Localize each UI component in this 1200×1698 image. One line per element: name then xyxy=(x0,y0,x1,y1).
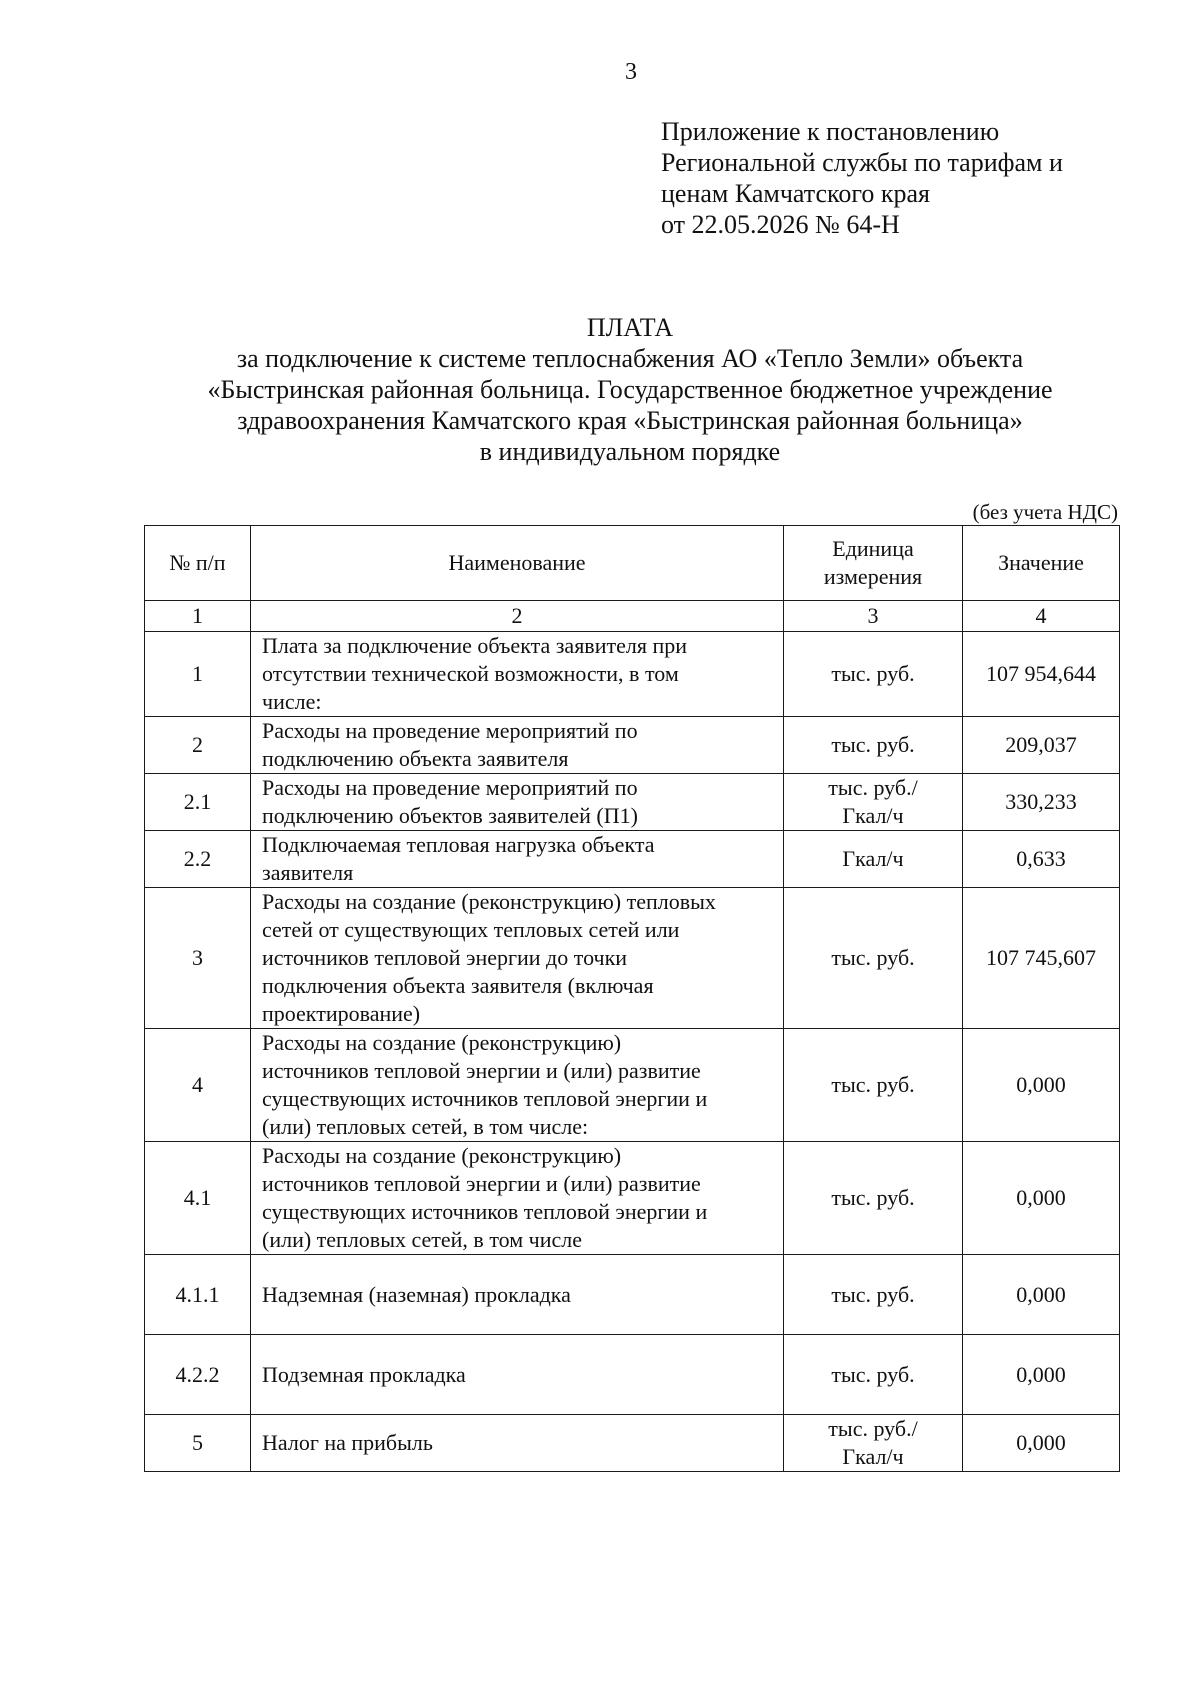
row-value: 107 745,607 xyxy=(963,888,1120,1029)
header-name: Наименование xyxy=(251,526,784,601)
row-value: 209,037 xyxy=(963,717,1120,774)
appendix-line: от 22.05.2026 № 64-Н xyxy=(661,210,900,239)
row-value: 0,000 xyxy=(963,1255,1120,1335)
row-unit xyxy=(784,1142,963,1255)
row-unit xyxy=(784,888,963,1029)
row-unit-line: тыс. руб. xyxy=(831,1361,915,1387)
row-number: 4.2.2 xyxy=(145,1335,251,1415)
page-number: 3 xyxy=(625,59,637,85)
row-value: 330,233 xyxy=(963,774,1120,831)
row-name xyxy=(251,1415,784,1472)
table-row xyxy=(145,1415,1120,1472)
tax-note: (без учета НДС) xyxy=(972,500,1118,524)
appendix-line: Региональной службы по тарифам и xyxy=(661,148,1063,177)
row-number: 1 xyxy=(145,632,251,717)
row-number: 2 xyxy=(145,717,251,774)
row-value: 0,000 xyxy=(963,1415,1120,1472)
row-name-line: подключения объекта заявителя (включая xyxy=(262,973,654,998)
table-row xyxy=(145,1142,1120,1255)
header-num: № п/п xyxy=(145,526,251,601)
row-name-line: отсутствии технической возможности, в том xyxy=(262,661,679,686)
row-unit-line: тыс. руб. xyxy=(831,732,915,757)
row-value: 107 954,644 xyxy=(963,632,1120,717)
title-heading: ПЛАТА xyxy=(586,313,674,342)
row-name-line: (или) тепловых сетей, в том числе: xyxy=(262,1114,589,1139)
appendix-line: Приложение к постановлению xyxy=(661,117,1000,146)
row-name-line: Налог на прибыль xyxy=(262,1430,433,1455)
table-row xyxy=(145,774,1120,831)
row-name-line: подключению объектов заявителей (П1) xyxy=(262,803,638,828)
row-number: 3 xyxy=(145,888,251,1029)
row-unit xyxy=(784,1335,963,1415)
row-name-line: Подземная прокладка xyxy=(262,1361,466,1387)
row-unit-line: тыс. руб. xyxy=(831,661,915,686)
table-row xyxy=(145,632,1120,717)
row-number: 4.1 xyxy=(145,1142,251,1255)
row-name-line: сетей от существующих тепловых сетей или xyxy=(262,917,680,942)
row-name-line: существующих источников тепловой энергии и xyxy=(262,1086,708,1111)
row-value: 0,000 xyxy=(963,1142,1120,1255)
header-unit xyxy=(784,526,963,601)
row-number: 5 xyxy=(145,1415,251,1472)
table-row xyxy=(145,1335,1120,1415)
row-name-line: Расходы на проведение мероприятий по xyxy=(262,775,638,800)
row-name xyxy=(251,1029,784,1142)
row-name xyxy=(251,831,784,888)
row-number: 4.1.1 xyxy=(145,1255,251,1335)
row-name xyxy=(251,1255,784,1335)
fee-table xyxy=(144,525,1120,1472)
row-name-line: числе: xyxy=(262,689,322,714)
row-unit xyxy=(784,831,963,888)
row-unit-line: тыс. руб. xyxy=(831,945,915,970)
row-name-line: проектирование) xyxy=(262,1001,421,1026)
row-name-line: источников тепловой энергии и (или) развитие xyxy=(262,1171,701,1196)
row-unit-line: тыс. руб./ xyxy=(828,1416,918,1441)
title-line: в индивидуальном порядке xyxy=(479,437,781,466)
row-value: 0,633 xyxy=(963,831,1120,888)
row-number: 2.1 xyxy=(145,774,251,831)
title-line: «Быстринская районная больница. Государственное бюджетное учреждение xyxy=(207,375,1053,404)
table-row xyxy=(145,1255,1120,1335)
header-unit-line: измерения xyxy=(823,564,923,589)
row-name-line: существующих источников тепловой энергии и xyxy=(262,1199,708,1224)
table-row xyxy=(145,1029,1120,1142)
table-row xyxy=(145,717,1120,774)
row-name-line: Расходы на создание (реконструкцию) xyxy=(262,1143,622,1168)
row-value: 0,000 xyxy=(963,1335,1120,1415)
row-unit xyxy=(784,774,963,831)
row-number: 2.2 xyxy=(145,831,251,888)
row-name xyxy=(251,888,784,1029)
header-unit-line: Единица xyxy=(832,536,914,561)
row-value: 0,000 xyxy=(963,1029,1120,1142)
appendix-note xyxy=(661,116,1063,240)
row-unit xyxy=(784,1029,963,1142)
title-line: здравоохранения Камчатского края «Быстринская районная больница» xyxy=(237,406,1023,435)
table-header-row xyxy=(145,526,1120,601)
row-name-line: Расходы на создание (реконструкцию) xyxy=(262,1030,622,1055)
row-unit xyxy=(784,1255,963,1335)
appendix-line: ценам Камчатского края xyxy=(661,179,930,208)
column-number: 3 xyxy=(784,601,963,632)
row-unit-line: Гкал/ч xyxy=(842,1444,904,1469)
row-name-line: источников тепловой энергии до точки xyxy=(262,945,628,970)
row-unit xyxy=(784,717,963,774)
column-number-row xyxy=(145,601,1120,632)
column-number: 2 xyxy=(251,601,784,632)
row-unit xyxy=(784,632,963,717)
row-number: 4 xyxy=(145,1029,251,1142)
row-unit-line: тыс. руб./ xyxy=(828,775,918,800)
row-name-line: источников тепловой энергии и (или) развитие xyxy=(262,1058,701,1083)
row-unit xyxy=(784,1415,963,1472)
row-name-line: Расходы на создание (реконструкцию) тепловых xyxy=(262,889,716,914)
row-name-line: подключению объекта заявителя xyxy=(262,746,569,771)
table-row xyxy=(145,831,1120,888)
row-name-line: Подключаемая тепловая нагрузка объекта xyxy=(262,832,655,857)
document-title xyxy=(140,312,1120,467)
row-unit-line: Гкал/ч xyxy=(842,846,904,871)
row-name-line: Надземная (наземная) прокладка xyxy=(262,1281,571,1307)
row-unit-line: тыс. руб. xyxy=(831,1281,915,1307)
row-name-line: (или) тепловых сетей, в том числе xyxy=(262,1227,582,1252)
row-name xyxy=(251,632,784,717)
row-name xyxy=(251,717,784,774)
column-number: 4 xyxy=(963,601,1120,632)
row-name-line: заявителя xyxy=(262,860,354,885)
row-name xyxy=(251,774,784,831)
title-line: за подключение к системе теплоснабжения АО «Тепло Земли» объекта xyxy=(236,344,1024,373)
row-name xyxy=(251,1142,784,1255)
row-name-line: Расходы на проведение мероприятий по xyxy=(262,718,638,743)
header-value: Значение xyxy=(963,526,1120,601)
row-unit-line: Гкал/ч xyxy=(842,803,904,828)
row-name xyxy=(251,1335,784,1415)
row-name-line: Плата за подключение объекта заявителя при xyxy=(262,633,687,658)
row-unit-line: тыс. руб. xyxy=(831,1185,915,1210)
table-row xyxy=(145,888,1120,1029)
column-number: 1 xyxy=(145,601,251,632)
row-unit-line: тыс. руб. xyxy=(831,1072,915,1097)
